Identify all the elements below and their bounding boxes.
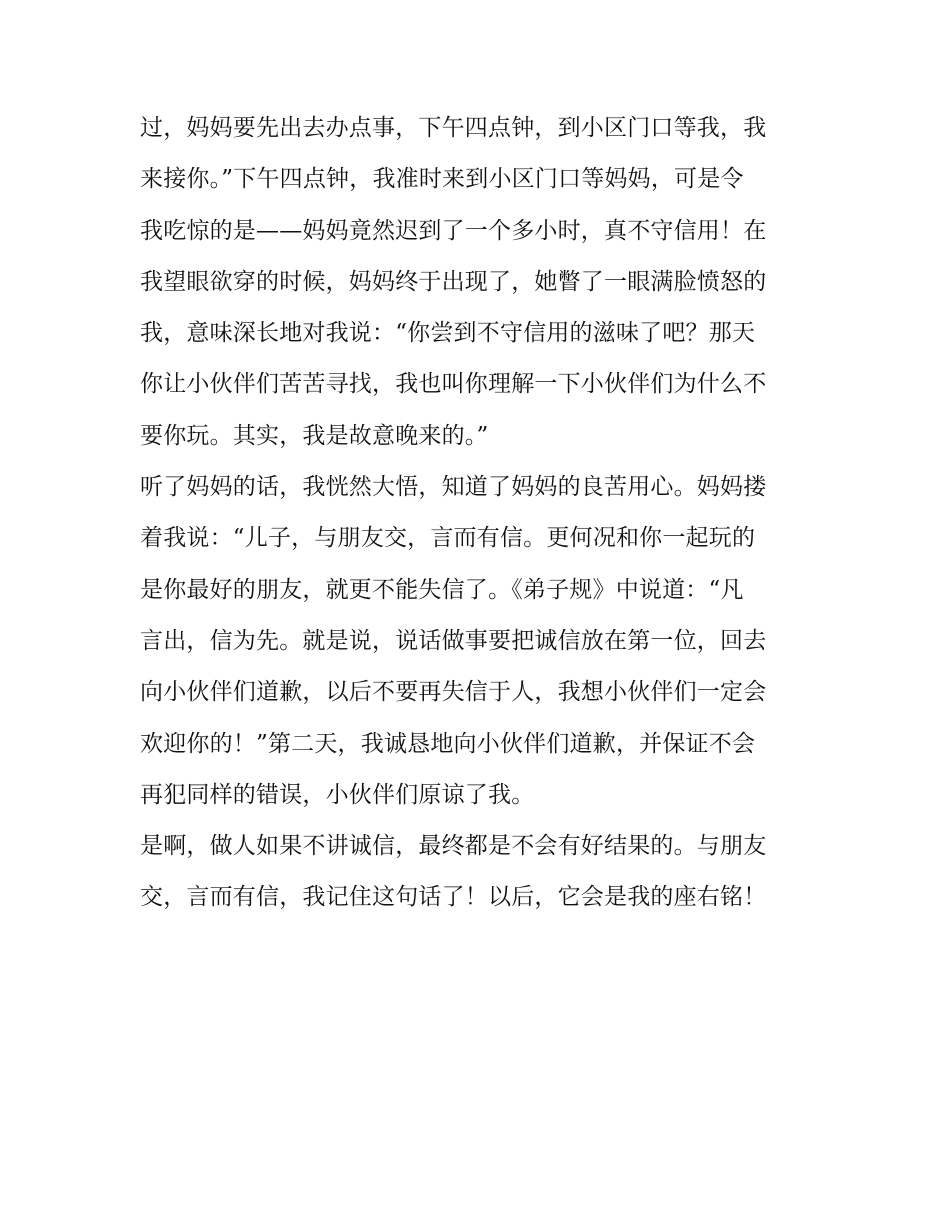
text-line-1: 过，妈妈要先出去办点事，下午四点钟，到小区门口等我，我 — [140, 115, 767, 141]
text-line-16: 交，言而有信，我记住这句话了！以后，它会是我的座右铭！ — [140, 884, 767, 911]
text-line-7: 要你玩。其实，我是故意晚来的。” — [140, 422, 489, 449]
text-line-4: 我望眼欲穿的时候，妈妈终于出现了，她瞥了一眼满脸愤怒的 — [140, 268, 767, 295]
text-line-12: 向小伙伴们道歉，以后不要再失信于人，我想小伙伴们一定会 — [140, 679, 767, 706]
text-line-13: 欢迎你的！”第二天，我诚恳地向小伙伴们道歉，并保证不会 — [140, 730, 756, 757]
text-line-10: 是你最好的朋友，就更不能失信了。《弟子规》中说道：“凡 — [140, 576, 744, 603]
text-line-8: 听了妈妈的话，我恍然大悟，知道了妈妈的良苦用心。妈妈搂 — [140, 474, 767, 501]
text-line-3: 我吃惊的是——妈妈竟然迟到了一个多小时，真不守信用！在 — [140, 217, 767, 244]
text-line-6: 你让小伙伴们苦苦寻找，我也叫你理解一下小伙伴们为什么不 — [140, 371, 767, 398]
text-line-15: 是啊，做人如果不讲诚信，最终都是不会有好结果的。与朋友 — [140, 833, 767, 860]
text-line-2: 来接你。”下午四点钟，我准时来到小区门口等妈妈，可是令 — [140, 166, 744, 193]
text-line-9: 着我说：“儿子，与朋友交，言而有信。更何况和你一起玩的 — [140, 525, 756, 552]
text-line-14: 再犯同样的错误，小伙伴们原谅了我。 — [140, 781, 535, 808]
text-line-5: 我，意味深长地对我说：“你尝到不守信用的滋味了吧？那天 — [140, 320, 756, 347]
essay-body — [140, 103, 820, 924]
text-line-11: 言出，信为先。就是说，说话做事要把诚信放在第一位，回去 — [140, 627, 767, 654]
